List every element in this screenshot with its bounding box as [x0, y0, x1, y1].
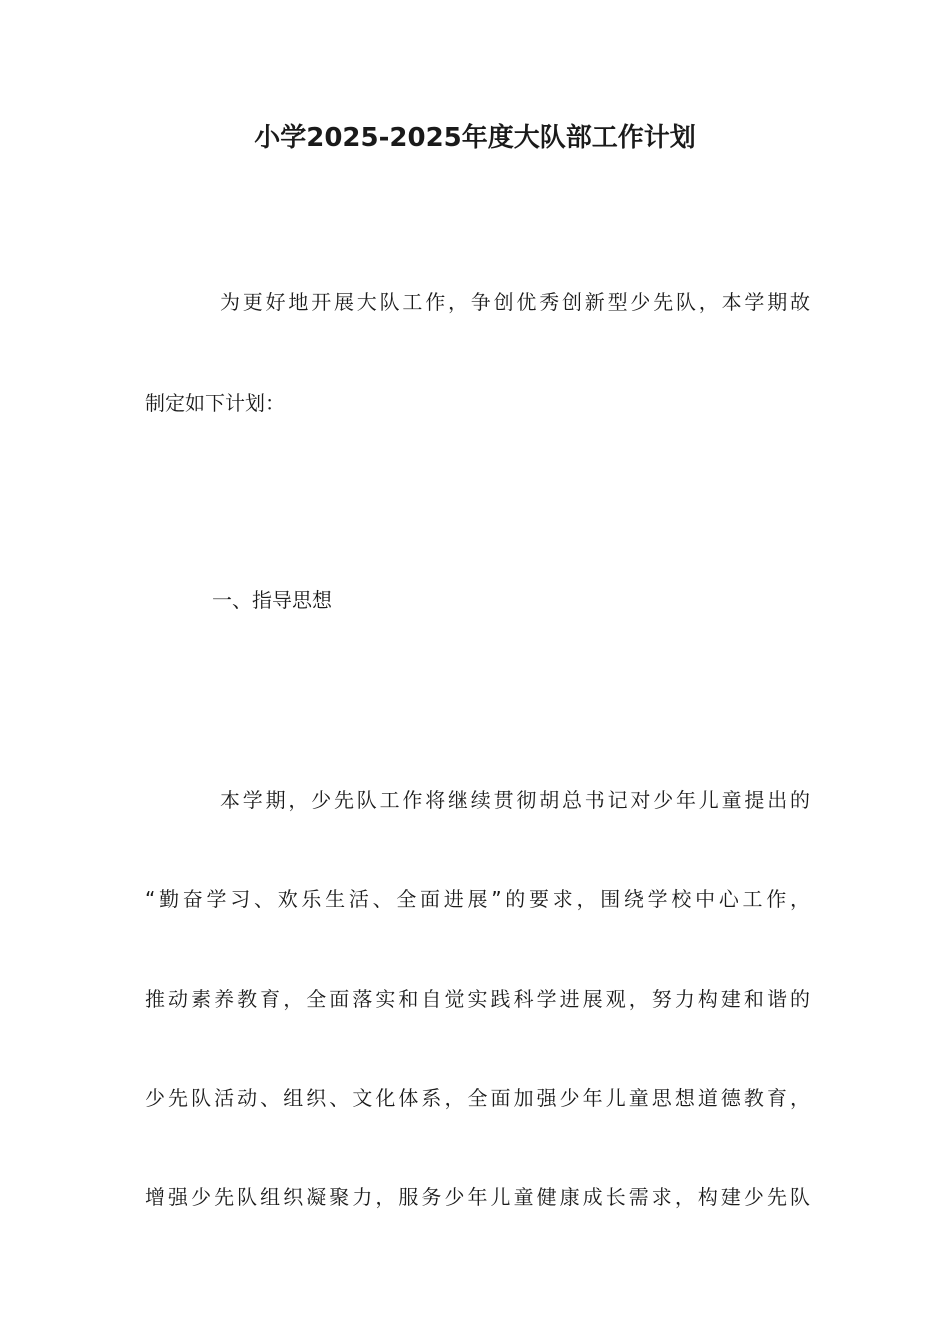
body-line-2: “勤奋学习、欢乐生活、全面进展”的要求，围绕学校中心工作， [145, 887, 810, 911]
body-line-5: 增强少先队组织凝聚力，服务少年儿童健康成长需求，构建少先队 [145, 1185, 810, 1209]
document-title: 小学2025-2025年度大队部工作计划 [254, 123, 696, 153]
body-line-1: 本学期，少先队工作将继续贯彻胡总书记对少年儿童提出的 [220, 788, 810, 812]
section-heading: 一、指导思想 [212, 588, 332, 612]
intro-line-2: 制定如下计划： [145, 391, 285, 415]
body-line-3: 推动素养教育，全面落实和自觉实践科学进展观，努力构建和谐的 [145, 987, 810, 1011]
intro-line-1: 为更好地开展大队工作，争创优秀创新型少先队，本学期故 [220, 290, 810, 314]
body-line-4: 少先队活动、组织、文化体系，全面加强少年儿童思想道德教育， [145, 1086, 810, 1110]
